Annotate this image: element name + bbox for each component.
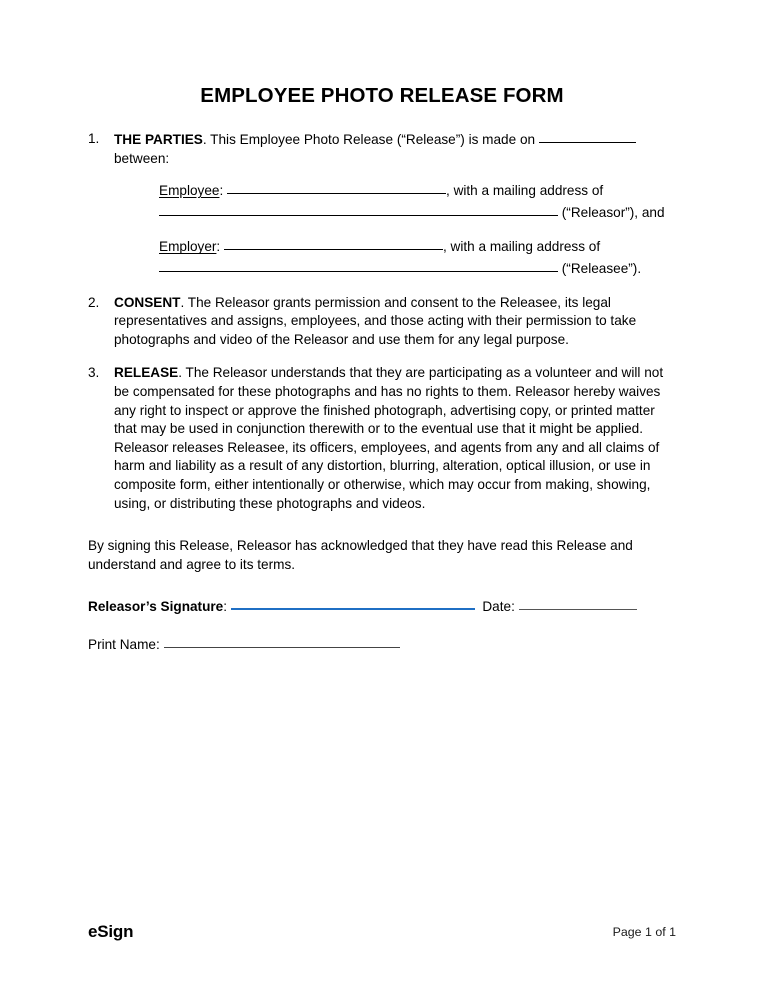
employer-mailing-text: , with a mailing address of: [442, 239, 601, 255]
date-field[interactable]: [519, 597, 637, 610]
print-name-field[interactable]: [164, 635, 400, 648]
employer-label: Employer: [159, 239, 217, 255]
document-body: [88, 130, 676, 672]
signature-label: Releasor’s Signature: [88, 599, 224, 615]
employee-label: Employee: [159, 183, 220, 199]
esign-logo: eSign: [88, 922, 134, 941]
employer-role-suffix: (“Releasee”).: [558, 260, 642, 276]
page-footer: [88, 918, 676, 946]
clause-release: [88, 364, 676, 513]
clause-heading: RELEASE: [114, 365, 179, 381]
date-label: Date:: [482, 599, 519, 615]
print-name-label: Print Name:: [88, 636, 164, 652]
clause-heading: CONSENT: [114, 294, 181, 310]
signature-separator: :: [223, 599, 231, 615]
clause-number: 1.: [88, 131, 100, 146]
employee-address-blank[interactable]: [159, 203, 558, 216]
signature-row: [88, 596, 676, 617]
clause-body-text: . The Releasor grants permission and consent to the Releasee, its legal representatives and assigns, employees, and those acting with their permission to take photographs and video of the Releasor and use them for any legal purpose.: [114, 294, 637, 347]
clause-the-parties: [88, 130, 676, 279]
clause-body-text: . The Releasor understands that they are participating as a volunteer and will not be compensated for these photographs and has no rights to them. Releasor hereby waives any right to inspect or approve the finished photograph, advertising copy, or printed matter that may be used in conjunction therewith or to the eventual use that it might be applied. Releasor releases Releasee, its officers, employees, and agents from any and all claims of harm and liability as a result of any distortion, blurring, alteration, optical illusion, or use in composite form, either intentionally or otherwise, which may occur from making, showing, using, or distributing these photographs and videos.: [114, 365, 664, 511]
clause-heading: THE PARTIES: [114, 132, 203, 147]
signature-field[interactable]: [231, 596, 475, 610]
parties-block: [114, 181, 676, 278]
date-made-on-blank[interactable]: [539, 130, 636, 143]
party-employee: [159, 181, 676, 222]
employer-line-2: [159, 259, 676, 279]
employee-line-1: [159, 181, 676, 201]
page-number: Page 1 of 1: [612, 925, 676, 939]
employee-role-suffix: (“Releasor”), and: [558, 204, 665, 220]
clause-text: [114, 130, 676, 168]
employer-address-blank[interactable]: [159, 259, 558, 272]
employee-line-2: [159, 203, 676, 223]
clause-number: 2.: [88, 294, 100, 310]
clause-text-after-blank: between:: [114, 150, 170, 166]
clause-text: [114, 364, 676, 513]
employee-name-blank[interactable]: [227, 181, 446, 194]
employee-separator: :: [219, 183, 228, 199]
clause-text: [114, 294, 676, 350]
page-title: EMPLOYEE PHOTO RELEASE FORM: [200, 84, 564, 107]
employer-line-1: [159, 237, 676, 257]
clause-consent: [88, 294, 676, 350]
employer-name-blank[interactable]: [224, 237, 443, 250]
employee-mailing-text: , with a mailing address of: [446, 183, 604, 199]
employer-separator: :: [216, 239, 224, 255]
closing-paragraph: By signing this Release, Releasor has acknowledged that they have read this Release and understand and agree to its terms.: [88, 538, 633, 572]
print-name-row: [88, 635, 676, 655]
clause-number: 3.: [88, 365, 100, 381]
party-employer: [159, 237, 676, 278]
clause-text-before-blank: . This Employee Photo Release (“Release”) is made on: [202, 132, 539, 147]
